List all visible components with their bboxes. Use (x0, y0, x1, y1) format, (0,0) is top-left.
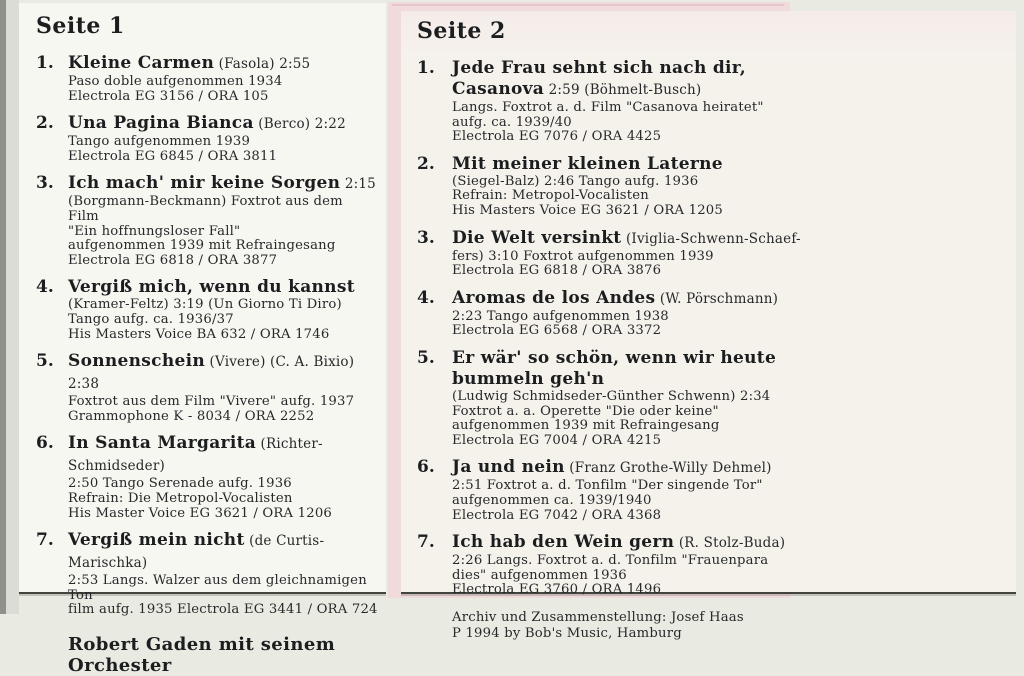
track-detail: Electrola EG 7076 / ORA 4425 (452, 129, 662, 145)
track-detail: Electrola EG 6845 / ORA 3811 (68, 148, 278, 164)
title-segment: Jede Frau sehnt sich nach dir, (452, 58, 747, 78)
track-title (68, 277, 378, 298)
track-detail: Foxtrot aus dem Film "Vivere" aufg. 1937 (68, 394, 355, 410)
track-detail: Tango aufgenommen 1939 (68, 134, 251, 150)
publisher-credit-line: P 1994 by Bob's Music, Hamburg (452, 625, 682, 641)
title-segment: Ich mach' mir keine Sorgen (68, 173, 341, 194)
track-number: 3. (417, 227, 435, 248)
track-detail: aufg. ca. 1939/40 (452, 114, 572, 130)
track-detail: dies" aufgenommen 1936 (452, 567, 627, 583)
track-detail: Electrola EG 3156 / ORA 105 (68, 88, 269, 104)
side2-track-list (417, 58, 1008, 598)
track-detail: Grammophone K - 8034 / ORA 2252 (68, 408, 315, 424)
title-segment: Ich hab den Wein gern (452, 532, 675, 553)
track-body (68, 113, 378, 164)
title-segment: Er wär' so schön, wenn wir heute (452, 347, 777, 368)
track-detail: film aufg. 1935 Electrola EG 3441 / ORA 724 (68, 602, 378, 618)
track-number: 3. (36, 173, 54, 194)
track-title (68, 351, 378, 395)
track-row (36, 351, 378, 424)
side2-panel (401, 11, 1016, 641)
side1-panel (19, 3, 386, 676)
title-segment: Kleine Carmen (68, 53, 215, 73)
track-detail: Tango aufg. ca. 1936/37 (68, 311, 234, 327)
track-detail: fers) 3:10 Foxtrot aufgenommen 1939 (452, 248, 714, 264)
track-title (68, 53, 378, 75)
track-body (68, 351, 378, 424)
track-number: 7. (417, 532, 435, 553)
side1-heading: Seite 1 (36, 13, 125, 39)
title-segment: 2:59 (Böhmelt-Busch) (544, 82, 702, 98)
archive-credit-line: Archiv und Zusammenstellung: Josef Haas (452, 609, 744, 625)
track-detail: Electrola EG 7004 / ORA 4215 (452, 432, 662, 448)
track-body (452, 288, 1008, 339)
track-detail: His Masters Voice EG 3621 / ORA 1205 (452, 202, 723, 218)
track-detail: 2:51 Foxtrot a. d. Tonfilm "Der singende Tor" (452, 478, 763, 494)
title-segment: Una Pagina Bianca (68, 113, 254, 134)
track-detail: Refrain: Metropol-Vocalisten (452, 188, 649, 204)
title-segment: bummeln geh'n (452, 368, 605, 389)
track-detail: Foxtrot a. a. Operette "Die oder keine" (452, 403, 719, 419)
track-body (68, 530, 378, 618)
track-detail: Electrola EG 7042 / ORA 4368 (452, 507, 662, 523)
scan-left-light-edge (6, 0, 19, 614)
track-title (68, 433, 378, 477)
title-segment: Sonnenschein (68, 351, 206, 372)
title-segment: (de Curtis-Marischka) (68, 533, 325, 572)
track-body (68, 53, 378, 104)
track-detail: Paso doble aufgenommen 1934 (68, 74, 283, 89)
track-number: 2. (36, 113, 54, 134)
track-row (36, 53, 378, 104)
track-detail: (Ludwig Schmidseder-Günther Schwenn) 2:34 (452, 388, 771, 404)
title-segment: (Berco) 2:22 (253, 116, 346, 133)
track-row (417, 348, 1008, 448)
title-segment: (Iviglia-Schwenn-Schaef- (621, 230, 801, 247)
title-segment: (Richter-Schmidseder) (68, 436, 323, 475)
title-segment: Die Welt versinkt (452, 227, 622, 248)
track-body (452, 154, 1008, 219)
track-detail: aufgenommen 1939 mit Refraingesang (68, 238, 336, 254)
title-segment: Ja und nein (452, 457, 565, 478)
track-detail: "Ein hoffnungsloser Fall" (68, 223, 241, 239)
track-detail: His Master Voice EG 3621 / ORA 1206 (68, 505, 333, 521)
title-segment: (W. Pörschmann) (655, 290, 779, 307)
track-detail: Electrola EG 6818 / ORA 3877 (68, 252, 278, 268)
track-body (452, 457, 1008, 523)
track-body (452, 58, 1008, 145)
track-row (417, 288, 1008, 339)
track-row (36, 433, 378, 521)
archive-credit-block (452, 610, 1008, 642)
track-title (452, 348, 1008, 369)
track-row (36, 113, 378, 164)
title-segment: 2:15 (340, 176, 376, 193)
track-number: 1. (417, 58, 435, 78)
track-row (36, 173, 378, 268)
title-segment: In Santa Margarita (68, 433, 257, 454)
track-detail: Refrain: Die Metropol-Vocalisten (68, 490, 293, 506)
track-detail: Electrola EG 3760 / ORA 1496 (452, 582, 662, 598)
track-title (68, 173, 378, 195)
title-segment: Vergiß mein nicht (68, 530, 245, 551)
track-number: 6. (36, 433, 54, 454)
track-detail: (Borgmann-Beckmann) Foxtrot aus dem Film (68, 194, 343, 224)
track-number: 6. (417, 457, 435, 478)
track-detail: 2:26 Langs. Foxtrot a. d. Tonfilm "Frauenpara (452, 553, 769, 569)
track-body (68, 277, 378, 342)
track-body (452, 348, 1008, 448)
title-segment: Vergiß mich, wenn du kannst (68, 277, 355, 298)
title-segment: Aromas de los Andes (452, 287, 656, 308)
title-segment: (R. Stolz-Buda) (674, 535, 786, 552)
track-title (452, 288, 1008, 310)
track-title (452, 79, 1008, 101)
track-number: 4. (417, 287, 435, 308)
title-segment: (Vivere) (C. A. Bixio) 2:38 (68, 354, 355, 393)
track-row (36, 277, 378, 342)
track-row (36, 530, 378, 618)
track-body (452, 228, 1008, 279)
track-number: 5. (417, 347, 435, 368)
side1-track-list (36, 53, 378, 618)
track-number: 4. (36, 277, 54, 298)
track-number: 7. (36, 530, 54, 551)
track-detail: Electrola EG 6568 / ORA 3372 (452, 323, 662, 339)
track-row (417, 58, 1008, 145)
track-number: 1. (36, 53, 54, 73)
track-detail: Langs. Foxtrot a. d. Film "Casanova heiratet" (452, 100, 764, 115)
track-row (417, 154, 1008, 219)
track-detail: aufgenommen 1939 mit Refraingesang (452, 418, 720, 434)
track-body (452, 532, 1008, 598)
pink-backing-fold-line (392, 4, 784, 6)
orchestra-credit: Robert Gaden mit seinem Orchester (68, 633, 336, 676)
track-detail: Electrola EG 6818 / ORA 3876 (452, 263, 662, 279)
track-title (452, 58, 1008, 79)
track-detail: aufgenommen ca. 1939/1940 (452, 492, 652, 508)
track-detail: His Masters Voice BA 632 / ORA 1746 (68, 326, 330, 342)
track-title (68, 113, 378, 135)
track-detail: 2:50 Tango Serenade aufg. 1936 (68, 476, 292, 492)
track-body (68, 433, 378, 521)
track-row (417, 228, 1008, 279)
track-title (452, 532, 1008, 554)
track-detail: (Kramer-Feltz) 3:19 (Un Giorno Ti Diro) (68, 297, 342, 313)
track-row (417, 457, 1008, 523)
track-row (417, 532, 1008, 598)
track-detail: (Siegel-Balz) 2:46 Tango aufg. 1936 (452, 173, 699, 189)
title-segment: Mit meiner kleinen Laterne (452, 153, 723, 174)
title-segment: (Fasola) 2:55 (214, 56, 311, 72)
track-title (452, 457, 1008, 479)
track-title (452, 369, 1008, 390)
track-detail: 2:53 Langs. Walzer aus dem gleichnamigen Ton (68, 573, 367, 603)
title-segment: Casanova (452, 79, 545, 99)
track-title (452, 154, 1008, 175)
title-segment: (Franz Grothe-Willy Dehmel) (564, 460, 772, 477)
track-detail: 2:23 Tango aufgenommen 1938 (452, 308, 669, 324)
track-body (68, 173, 378, 268)
side2-heading: Seite 2 (417, 18, 506, 44)
track-number: 2. (417, 153, 435, 174)
track-title (68, 530, 378, 574)
track-title (452, 228, 1008, 250)
track-number: 5. (36, 351, 54, 372)
